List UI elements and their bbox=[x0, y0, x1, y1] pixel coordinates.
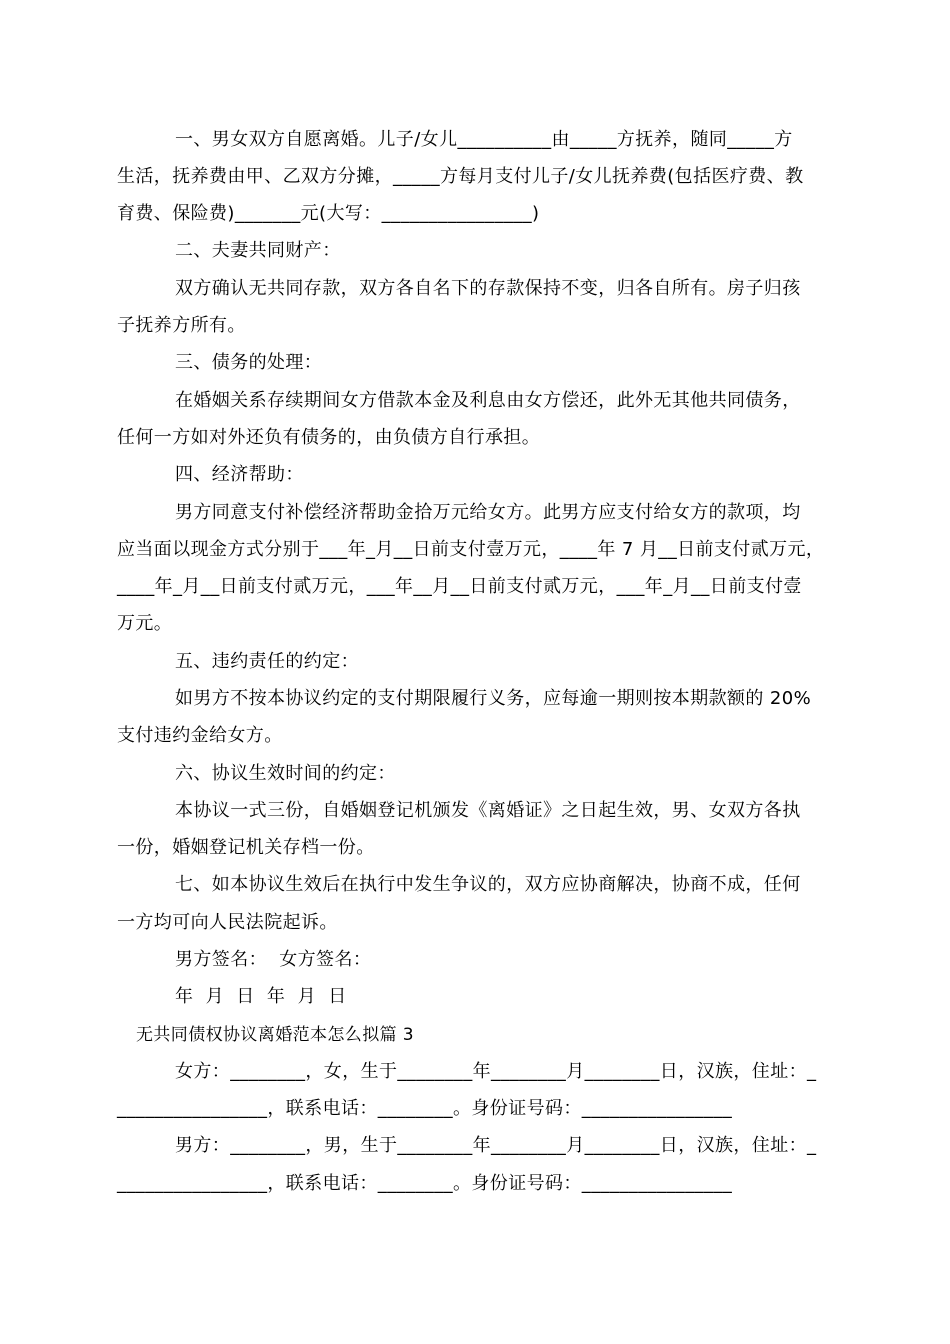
section-title: 无共同债权协议离婚范本怎么拟篇 3 bbox=[136, 1025, 415, 1045]
clause-2-line-2: 子抚养方所有。 bbox=[117, 315, 246, 336]
clause-4-line-2: 应当面以现金方式分别于___年_月__日前支付壹万元，____年 7 月__日前支付贰万元， bbox=[117, 539, 825, 560]
male-party-line-2: ________________，联系电话：________。身份证号码：________________ bbox=[117, 1173, 733, 1194]
clause-1-line-2: 生活，抚养费由甲、乙双方分摊，_____方每月支付儿子/女儿抚养费(包括医疗费、教 bbox=[117, 166, 804, 187]
clause-1-line-3: 育费、保险费)_______元(大写：________________) bbox=[117, 203, 540, 224]
clause-3-line-2: 任何一方如对外还负有债务的，由负债方自行承担。 bbox=[117, 427, 541, 448]
clause-4-heading: 四、经济帮助： bbox=[175, 464, 304, 485]
clause-5-line-2: 支付违约金给女方。 bbox=[117, 725, 283, 746]
male-party-line-1: 男方：________，男，生于________年________月________日，汉族，住址：_ bbox=[175, 1135, 817, 1156]
clause-4-line-1: 男方同意支付补偿经济帮助金拾万元给女方。此男方应支付给女方的款项，均 bbox=[175, 502, 801, 523]
clause-4-line-3: ____年_月__日前支付贰万元，___年__月__日前支付贰万元，___年_月__日前支付壹 bbox=[117, 576, 802, 597]
signature-line: 男方签名： 女方签名： bbox=[175, 949, 372, 970]
clause-3-heading: 三、债务的处理： bbox=[175, 352, 323, 373]
clause-6-line-1: 本协议一式三份，自婚姻登记机颁发《离婚证》之日起生效，男、女双方各执 bbox=[175, 800, 801, 821]
clause-7-line-1: 七、如本协议生效后在执行中发生争议的，双方应协商解决，协商不成，任何 bbox=[175, 874, 801, 895]
female-party-line-2: ________________，联系电话：________。身份证号码：________________ bbox=[117, 1098, 733, 1119]
clause-1-line-1: 一、男女双方自愿离婚。儿子/女儿__________由_____方抚养，随同_____方 bbox=[175, 129, 793, 150]
clause-4-line-4: 万元。 bbox=[117, 613, 173, 634]
clause-6-line-2: 一份，婚姻登记机关存档一份。 bbox=[117, 837, 375, 858]
clause-5-heading: 五、违约责任的约定： bbox=[175, 651, 359, 672]
clause-7-line-2: 一方均可向人民法院起诉。 bbox=[117, 912, 338, 933]
clause-2-heading: 二、夫妻共同财产： bbox=[175, 240, 341, 261]
clause-6-heading: 六、协议生效时间的约定： bbox=[175, 763, 396, 784]
clause-3-line-1: 在婚姻关系存续期间女方借款本金及利息由女方偿还，此外无其他共同债务， bbox=[175, 390, 801, 411]
clause-5-line-1: 如男方不按本协议约定的支付期限履行义务，应每逾一期则按本期款额的 20% bbox=[175, 688, 812, 709]
clause-2-line-1: 双方确认无共同存款，双方各自名下的存款保持不变，归各自所有。房子归孩 bbox=[175, 278, 801, 299]
date-line: 年 月 日 年 月 日 bbox=[175, 986, 347, 1007]
female-party-line-1: 女方：________，女，生于________年________月________日，汉族，住址：_ bbox=[175, 1061, 817, 1082]
